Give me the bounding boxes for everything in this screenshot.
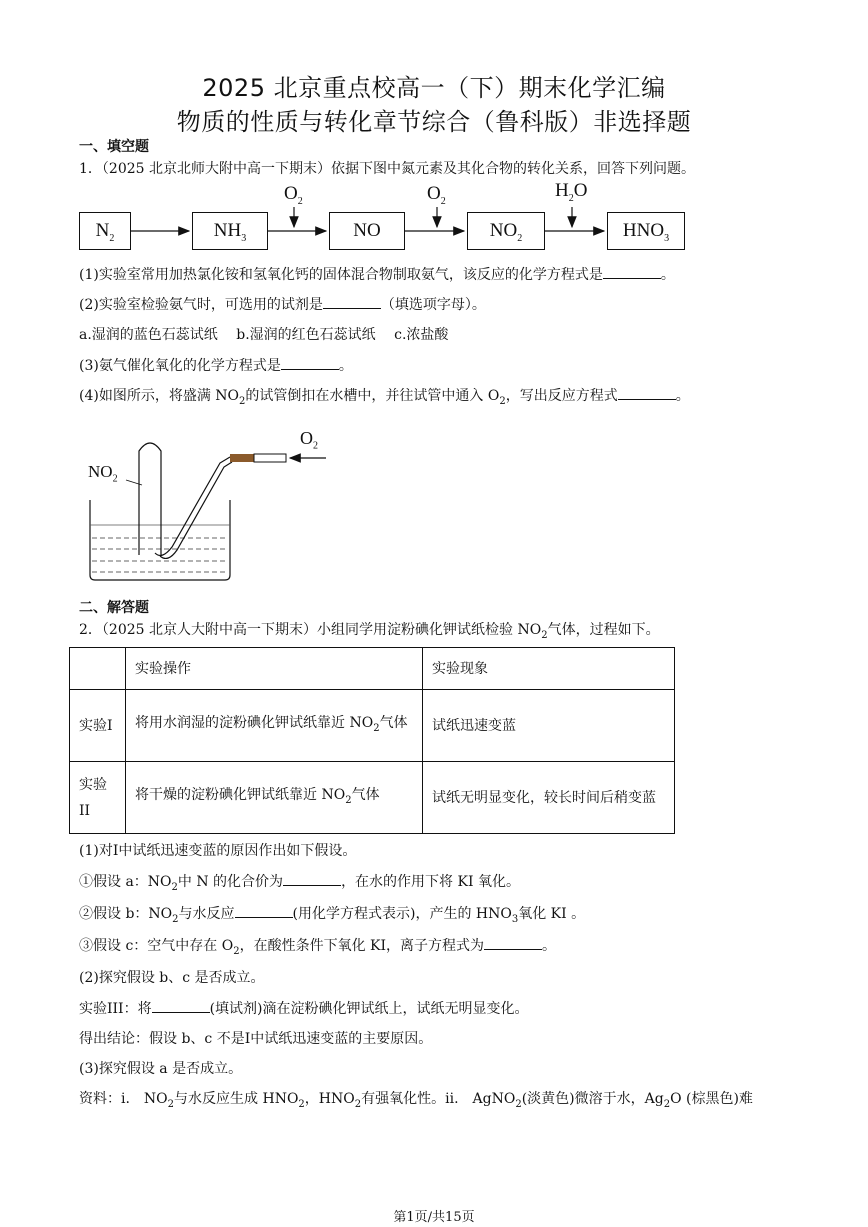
answer-blank[interactable] [618,387,676,400]
reagent-o2-b: $O_2$ [427,183,446,207]
q2-stem: 2．（2025 北京人大附中高一下期末）小组同学用淀粉碘化钾试纸检验 $NO_2$气体，过程如下。 [79,622,660,641]
q1-part1: (1)实验室常用加热氯化铵和氢氧化钙的固体混合物制取氨气，该反应的化学方程式是 。 [79,267,675,283]
water-trough [90,500,230,580]
q1-number: 1． [79,161,102,177]
reference-info: 资料：i. $NO_2$与水反应生成 $HNO_2$，$HNO_2$有强氧化性。ii. AgNO$_2$(淡黄色)微溶于水，$Ag_2O$ (棕黑色)难 [79,1091,753,1110]
q1-part3: (3)氨气催化氧化的化学方程式是 。 [79,358,353,374]
table-row [70,690,675,762]
q2-part1: (1)对I中试纸迅速变蓝的原因作出如下假设。 [79,843,357,859]
row1-operation: 将用水润湿的淀粉碘化钾试纸靠近 $NO_2$气体 [126,690,423,762]
hypothesis-b: ②假设 b：$NO_2$与水反应 (用化学方程式表示)，产生的 $HNO_3$氧化 KI 。 [79,906,586,925]
row1-phenomenon: 试纸迅速变蓝 [423,690,675,762]
hypothesis-a: ①假设 a：$NO_2$中 N 的化合价为 ，在水的作用下将 KI 氧化。 [79,874,520,893]
section-heading-fill-in: 一、填空题 [79,139,149,155]
rubber-connector [230,454,254,462]
q2-part2: (2)探究假设 b、c 是否成立。 [79,970,265,986]
reagent-h2o: $H_2O$ [555,180,588,204]
box-no: NO [329,212,405,250]
answer-blank[interactable] [281,357,339,370]
header-operation: 实验操作 [126,648,423,690]
box-n2: $N_2$ [79,212,131,250]
row2-name: 实验II [70,762,126,834]
answer-blank[interactable] [283,873,341,886]
title-line-2: 物质的性质与转化章节综合（鲁科版）非选择题 [176,108,692,136]
table-row [70,648,675,690]
box-hno3: $HNO_3$ [607,212,685,250]
box-no2: $NO_2$ [467,212,545,250]
experiment-3: 实验III：将 (填试剂)滴在淀粉碘化钾试纸上，试纸无明显变化。 [79,1001,529,1017]
q1-part4: (4)如图所示，将盛满 $NO_2$的试管倒扣在水槽中，并往试管中通入 $O_2$，写出反应方程式 。 [79,388,690,407]
page-footer: 第1页/共15页 [393,1210,475,1225]
q2-part3: (3)探究假设 a 是否成立。 [79,1061,243,1077]
conclusion: 得出结论：假设 b、c 不是I中试纸迅速变蓝的主要原因。 [79,1031,433,1047]
answer-blank[interactable] [235,905,293,918]
answer-blank[interactable] [152,1000,210,1013]
q1-stem [79,158,695,178]
label-no2: $NO_2$ [88,462,118,485]
q1-source: （2025 北京北师大附中高一下期末） [101,161,332,177]
answer-blank[interactable] [484,937,542,950]
section-heading-answer: 二、解答题 [79,600,149,616]
q1-options: a.湿润的蓝色石蕊试纸 b.湿润的红色石蕊试纸 c.浓盐酸 [79,327,449,343]
answer-blank[interactable] [323,296,381,309]
label-o2: $O_2$ [300,428,318,452]
delivery-tube [155,457,230,555]
experiment-table [69,647,675,834]
answer-blank[interactable] [603,266,661,279]
header-phenomenon: 实验现象 [423,648,675,690]
hypothesis-c: ③假设 c：空气中存在 $O_2$，在酸性条件下氧化 KI，离子方程式为 。 [79,938,557,957]
reagent-o2-a: $O_2$ [284,183,303,207]
table-row [70,762,675,834]
box-nh3: $NH_3$ [192,212,268,250]
row2-operation: 将干燥的淀粉碘化钾试纸靠近 $NO_2$气体 [126,762,423,834]
row1-name: 实验I [70,690,126,762]
row2-phenomenon: 试纸无明显变化，较长时间后稍变蓝 [423,762,675,834]
q1-part2: (2)实验室检验氨气时，可选用的试剂是 （填选项字母）。 [79,297,486,313]
title-line-1: 2025 北京重点校高一（下）期末化学汇编 [202,74,666,102]
q1-text: 依据下图中氮元素及其化合物的转化关系，回答下列问题。 [331,161,696,177]
